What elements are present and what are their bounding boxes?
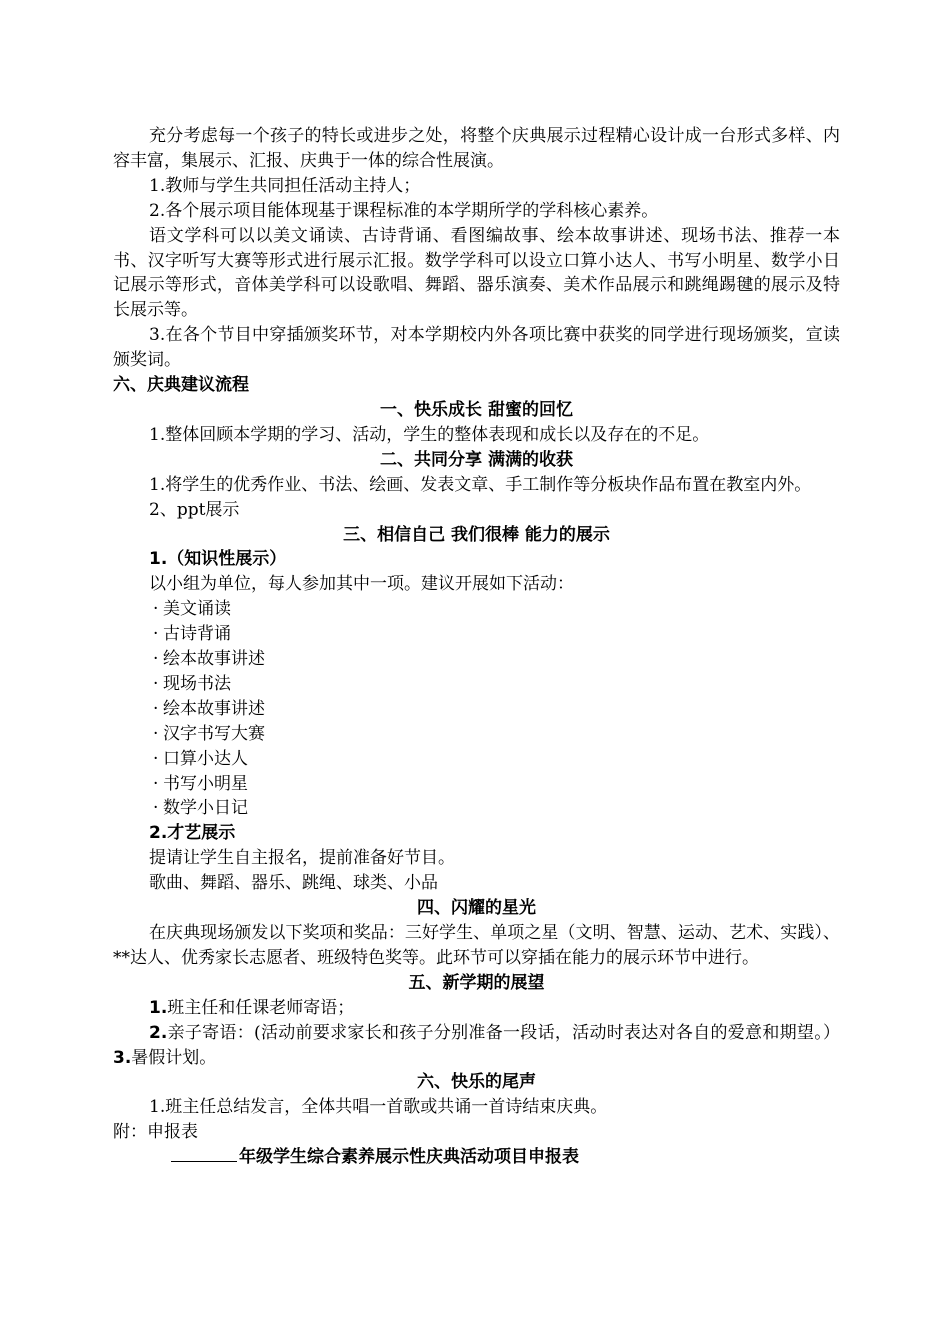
activity-label: 绘本故事讲述 bbox=[163, 649, 265, 670]
part-5-number-3: 3. bbox=[113, 1047, 132, 1068]
bullet-dot: · bbox=[153, 599, 159, 620]
activity-item bbox=[113, 597, 840, 622]
part-5-text-2: 亲子寄语：(活动前要求家长和孩子分别准备一段话，活动时表达对各自的爱意和期望。） bbox=[167, 1022, 840, 1043]
activity-item bbox=[113, 672, 840, 697]
part-2-title: 二、共同分享 满满的收获 bbox=[380, 449, 573, 470]
activity-item bbox=[113, 647, 840, 672]
part-1-title: 一、快乐成长 甜蜜的回忆 bbox=[380, 399, 573, 420]
document-body bbox=[113, 124, 840, 1170]
part-5-item-1 bbox=[113, 996, 840, 1021]
part-5-number-1: 1. bbox=[149, 997, 168, 1018]
activity-label: 绘本故事讲述 bbox=[163, 698, 265, 719]
appendix-label: 附：申报表 bbox=[113, 1122, 198, 1143]
bullet-dot: · bbox=[153, 798, 159, 819]
part-5-text-3: 暑假计划。 bbox=[131, 1047, 217, 1068]
intro-item-2: 2.各个展示项目能体现基于课程标准的本学期所学的学科核心素养。 bbox=[149, 200, 659, 221]
part-6-item: 1.班主任总结发言，全体共唱一首歌或共诵一首诗结束庆典。 bbox=[149, 1097, 608, 1118]
activity-item bbox=[113, 697, 840, 722]
activity-label: 数学小日记 bbox=[163, 798, 248, 819]
bullet-dot: · bbox=[153, 748, 159, 769]
part-2-item-1: 1.将学生的优秀作业、书法、绘画、发表文章、手工制作等分板块作品布置在教室内外。 bbox=[149, 474, 812, 495]
bullet-dot: · bbox=[153, 649, 159, 670]
part-3-talent-list: 歌曲、舞蹈、器乐、跳绳、球类、小品 bbox=[149, 873, 438, 894]
part-3-subheading-2: 2.才艺展示 bbox=[149, 823, 236, 844]
bullet-dot: · bbox=[153, 698, 159, 719]
activity-label: 书写小明星 bbox=[163, 773, 248, 794]
activity-label: 美文诵读 bbox=[163, 599, 231, 620]
section-heading: 六、庆典建议流程 bbox=[113, 375, 249, 396]
part-5-title: 五、新学期的展望 bbox=[408, 972, 545, 993]
part-3-title: 三、相信自己 我们很棒 能力的展示 bbox=[343, 524, 610, 545]
activity-label: 古诗背诵 bbox=[163, 624, 231, 645]
part-3-talent-note: 提请让学生自主报名，提前准备好节目。 bbox=[149, 848, 455, 869]
intro-item-3: 3.在各个节目中穿插颁奖环节，对本学期校内外各项比赛中获奖的同学进行现场颁奖，宣读颁奖词。 bbox=[113, 325, 840, 371]
part-4-title: 四、闪耀的星光 bbox=[417, 898, 536, 919]
activity-item bbox=[113, 796, 840, 821]
activity-label: 口算小达人 bbox=[163, 748, 248, 769]
part-6-title: 六、快乐的尾声 bbox=[417, 1072, 536, 1093]
bullet-dot: · bbox=[153, 773, 159, 794]
activity-label: 现场书法 bbox=[163, 673, 231, 694]
part-5-number-2: 2. bbox=[149, 1022, 168, 1043]
activity-item bbox=[113, 747, 840, 772]
form-title bbox=[113, 1145, 840, 1170]
bullet-dot: · bbox=[153, 624, 159, 645]
bullet-dot: · bbox=[153, 673, 159, 694]
activity-item bbox=[113, 622, 840, 647]
intro-subject-paragraph: 语文学科可以以美文诵读、古诗背诵、看图编故事、绘本故事讲述、现场书法、推荐一本书、汉字听写大赛等形式进行展示汇报。数学学科可以设立口算小达人、书写小明星、数学小日记展示等形式，音体美学科可以设歌唱、舞蹈、器乐演奏、美术作品展示和跳绳踢毽的展示及特长展示等。 bbox=[113, 225, 840, 321]
activity-label: 汉字书写大赛 bbox=[163, 723, 265, 744]
part-5-item-2 bbox=[113, 1021, 840, 1071]
part-1-item: 1.整体回顾本学期的学习、活动，学生的整体表现和成长以及存在的不足。 bbox=[149, 424, 710, 445]
bullet-dot: · bbox=[153, 723, 159, 744]
part-3-subheading-1: 1.（知识性展示） bbox=[149, 549, 287, 570]
intro-paragraph: 充分考虑每一个孩子的特长或进步之处，将整个庆典展示过程精心设计成一台形式多样、内容丰富，集展示、汇报、庆典于一体的综合性展演。 bbox=[113, 126, 840, 171]
activity-item bbox=[113, 722, 840, 747]
intro-item-1: 1.教师与学生共同担任活动主持人； bbox=[149, 175, 421, 196]
activity-item bbox=[113, 772, 840, 797]
part-5-text-1: 班主任和任课老师寄语； bbox=[167, 997, 355, 1018]
grade-blank-line bbox=[171, 1145, 237, 1162]
part-3-description: 以小组为单位，每人参加其中一项。建议开展如下活动： bbox=[149, 574, 574, 595]
part-4-paragraph: 在庆典现场颁发以下奖项和奖品：三好学生、单项之星（文明、智慧、运动、艺术、实践）、**达人、优秀家长志愿者、班级特色奖等。此环节可以穿插在能力的展示环节中进行。 bbox=[113, 923, 840, 968]
form-title-text: 年级学生综合素养展示性庆典活动项目申报表 bbox=[239, 1147, 579, 1168]
activity-list bbox=[113, 597, 840, 821]
part-2-item-2: 2、ppt展示 bbox=[149, 499, 240, 520]
